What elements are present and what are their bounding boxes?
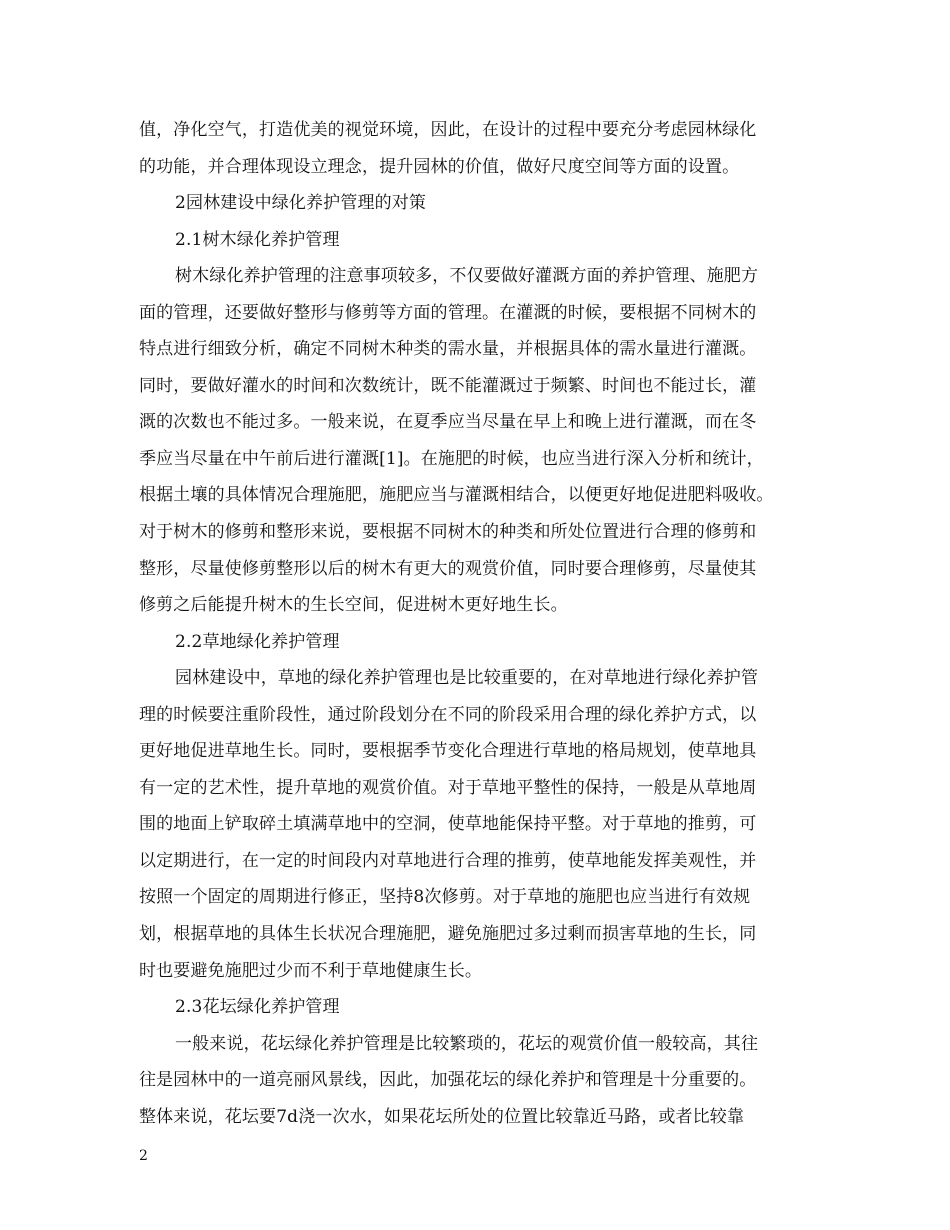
text-line: 有一定的艺术性，提升草地的观赏价值。对于草地平整性的保持，一般是从草地周 — [139, 777, 757, 798]
text-line: 时也要避免施肥过少而不利于草地健康生长。 — [139, 960, 482, 981]
body-text — [139, 112, 825, 1135]
text-line: 理的时候要注重阶段性，通过阶段划分在不同的阶段采用合理的绿化养护方式，以 — [139, 704, 757, 725]
text-line: 整形，尽量使修剪整形以后的树木有更大的观赏价值，同时要合理修剪，尽量使其 — [139, 558, 757, 579]
text-line: 按照一个固定的周期进行修正，坚持8次修剪。对于草地的施肥也应当进行有效规 — [139, 887, 751, 908]
text-line: 树木绿化养护管理的注意事项较多，不仅要做好灌溉方面的养护管理、施肥方 — [175, 266, 759, 287]
text-line: 值，净化空气，打造优美的视觉环境，因此，在设计的过程中要充分考虑园林绿化 — [139, 120, 757, 140]
text-line: 同时，要做好灌水的时间和次数统计，既不能灌溉过于频繁、时间也不能过长，灌 — [139, 375, 757, 396]
text-line: 溉的次数也不能过多。一般来说，在夏季应当尽量在早上和晚上进行灌溉，而在冬 — [139, 412, 757, 433]
text-line: 划，根据草地的具体生长状况合理施肥，避免施肥过多过剩而损害草地的生长，同 — [139, 924, 757, 945]
subsection-heading: 2.3花坛绿化养护管理 — [175, 997, 340, 1018]
subsection-heading: 2.1树木绿化养护管理 — [175, 229, 340, 250]
section-heading: 2园林建设中绿化养护管理的对策 — [175, 193, 427, 214]
text-line: 更好地促进草地生长。同时，要根据季节变化合理进行草地的格局规划，使草地具 — [139, 741, 757, 762]
text-line: 围的地面上铲取碎土填满草地中的空洞，使草地能保持平整。对于草地的推剪，可 — [139, 814, 757, 835]
text-line: 往是园林中的一道亮丽风景线，因此，加强花坛的绿化养护和管理是十分重要的。 — [139, 1070, 757, 1091]
text-line: 季应当尽量在中午前后进行灌溉[1]。在施肥的时候，也应当进行深入分析和统计， — [139, 448, 764, 469]
text-line: 对于树木的修剪和整形来说，要根据不同树木的种类和所处位置进行合理的修剪和 — [139, 522, 757, 543]
text-line: 园林建设中，草地的绿化养护管理也是比较重要的，在对草地进行绿化养护管 — [175, 668, 759, 689]
text-line: 修剪之后能提升树木的生长空间，促进树木更好地生长。 — [139, 595, 568, 616]
text-line: 一般来说，花坛绿化养护管理是比较繁琐的，花坛的观赏价值一般较高，其往 — [175, 1033, 759, 1054]
text-line: 的功能，并合理体现设立理念，提升园林的价值，做好尺度空间等方面的设置。 — [139, 156, 740, 177]
text-line: 面的管理，还要做好整形与修剪等方面的管理。在灌溉的时候，要根据不同树木的 — [139, 302, 757, 323]
text-line: 根据土壤的具体情况合理施肥，施肥应当与灌溉相结合，以便更好地促进肥料吸收。 — [139, 485, 774, 506]
page-number: 2 — [139, 1148, 148, 1164]
text-line: 特点进行细致分析，确定不同树木种类的需水量，并根据具体的需水量进行灌溉。 — [139, 339, 757, 360]
subsection-heading: 2.2草地绿化养护管理 — [175, 631, 340, 652]
text-line: 以定期进行，在一定的时间段内对草地进行合理的推剪，使草地能发挥美观性，并 — [139, 850, 757, 871]
text-line: 整体来说，花坛要7d浇一次水，如果花坛所处的位置比较靠近马路，或者比较靠 — [139, 1106, 745, 1127]
